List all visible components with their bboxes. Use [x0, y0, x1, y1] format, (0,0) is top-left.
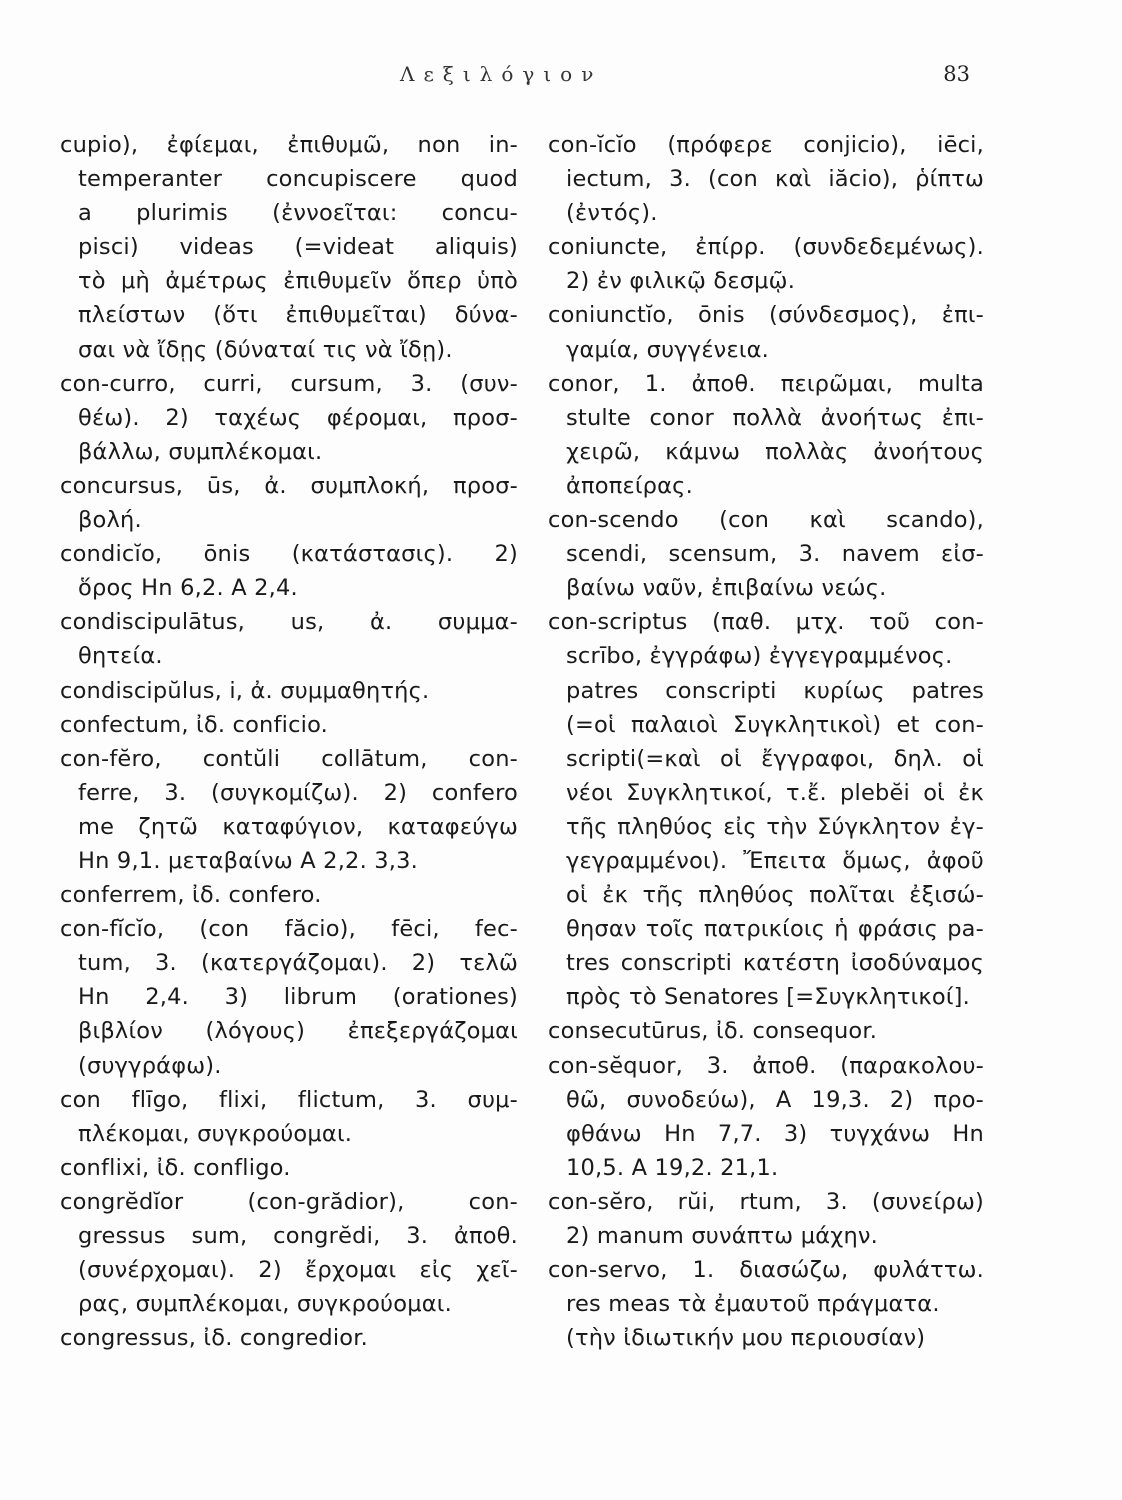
dictionary-line: patres conscripti κυρίως patres [566, 677, 984, 704]
dictionary-line: temperanter concupiscere quod [78, 166, 518, 193]
dictionary-line: a plurimis (ἐννοεῖται: concu- [78, 200, 518, 227]
dictionary-line: βολή. [78, 507, 142, 534]
dictionary-line: tres conscripti κατέστη ἰσοδύναμος [566, 950, 984, 977]
dictionary-line: (συνέρχομαι). 2) ἔρχομαι εἰς χεῖ- [78, 1257, 518, 1284]
dictionary-line: me ζητῶ καταφύγιον, καταφεύγω [78, 813, 518, 840]
right-column [548, 128, 984, 1355]
dictionary-line: (συγγράφω). [78, 1052, 222, 1079]
dictionary-line: χειρῶ, κάμνω πολλὰς ἀνοήτους [566, 438, 984, 465]
dictionary-line: (=οἱ παλαιοὶ Συγκλητικοὶ) et con- [566, 711, 984, 738]
dictionary-line: 10,5. A 19,2. 21,1. [566, 1154, 779, 1181]
dictionary-line: τὸ μὴ ἀμέτρως ἐπιθυμεῖν ὅπερ ὑπὸ [78, 268, 518, 295]
dictionary-line: con-scendo (con καὶ scando), [548, 507, 984, 534]
dictionary-line: confectum, ἰδ. conficio. [60, 711, 329, 738]
dictionary-line: πλείστων (ὅτι ἐπιθυμεῖται) δύνα- [78, 302, 518, 329]
dictionary-line: βαίνω ναῦν, ἐπιβαίνω νεώς. [566, 575, 887, 602]
dictionary-line: 2) ἐν φιλικῷ δεσμῷ. [566, 268, 796, 295]
dictionary-line: tum, 3. (κατεργάζομαι). 2) τελῶ [78, 950, 518, 977]
dictionary-line: con-fĕro, contŭli collātum, con- [60, 745, 518, 772]
dictionary-line: congressus, ἰδ. congredior. [60, 1325, 369, 1352]
dictionary-line: scendi, scensum, 3. navem εἰσ- [566, 541, 984, 568]
dictionary-line: τῆς πληθύος εἰς τὴν Σύγκλητον ἐγ- [566, 813, 984, 840]
dictionary-line: Hn 9,1. μεταβαίνω A 2,2. 3,3. [78, 847, 419, 874]
dictionary-line: ρας, συμπλέκομαι, συγκρούομαι. [78, 1291, 452, 1318]
dictionary-line: νέοι Συγκλητικοί, τ.ἔ. plebĕi οἱ ἐκ [566, 779, 984, 806]
dictionary-line: consecutūrus, ἰδ. consequor. [548, 1018, 878, 1045]
dictionary-line: concursus, ūs, ἀ. συμπλοκή, προσ- [60, 472, 518, 499]
dictionary-line: coniunctĭo, ōnis (σύνδεσμος), ἐπι- [548, 302, 984, 329]
dictionary-line: con-scriptus (παθ. μτχ. τοῦ con- [548, 609, 984, 636]
page-number: 83 [943, 62, 970, 86]
dictionary-line: θέω). 2) ταχέως φέρομαι, προσ- [78, 404, 518, 431]
dictionary-line: πλέκομαι, συγκρούομαι. [78, 1120, 353, 1147]
dictionary-line: iectum, 3. (con καὶ iăcio), ῥίπτω [566, 166, 984, 193]
dictionary-line: conflixi, ἰδ. confligo. [60, 1154, 291, 1181]
dictionary-line: con-curro, curri, cursum, 3. (συν- [60, 370, 518, 397]
dictionary-line: γαμία, συγγένεια. [566, 336, 770, 363]
dictionary-line: γεγραμμένοι). Ἔπειτα ὅμως, ἀφοῦ [566, 847, 984, 874]
dictionary-line: οἱ ἐκ τῆς πληθύος πολῖται ἐξισώ- [566, 882, 984, 909]
dictionary-line: con-ĭcĭo (πρόφερε conjicio), iēci, [548, 132, 984, 158]
dictionary-line: congrĕdĭor (con-grădior), con- [60, 1188, 518, 1215]
dictionary-line: condiscipŭlus, i, ἀ. συμμαθητής. [60, 677, 430, 704]
dictionary-line: ferre, 3. (συγκομίζω). 2) confero [78, 779, 518, 806]
running-header [0, 62, 1122, 92]
dictionary-line: θητεία. [78, 643, 163, 670]
dictionary-line: θησαν τοῖς πατρικίοις ἡ φράσις pa- [566, 916, 984, 943]
dictionary-line: 2) manum συνάπτω μάχην. [566, 1223, 879, 1249]
dictionary-line: con flīgo, flixi, flictum, 3. συμ- [60, 1086, 518, 1113]
dictionary-line: scripti(=καὶ οἱ ἔγγραφοι, δηλ. οἱ [566, 745, 984, 772]
dictionary-line: cupio), ἐφίεμαι, ἐπιθυμῶ, non in- [60, 132, 518, 158]
dictionary-line: condicĭo, ōnis (κατάστασις). 2) [60, 541, 518, 568]
dictionary-line: βιβλίον (λόγους) ἐπεξεργάζομαι [78, 1018, 518, 1045]
dictionary-line: ὅρος Hn 6,2. A 2,4. [78, 575, 298, 602]
dictionary-line: gressus sum, congrĕdi, 3. ἀποθ. [78, 1223, 518, 1249]
dictionary-line: φθάνω Hn 7,7. 3) τυγχάνω Hn [566, 1120, 984, 1147]
dictionary-line: pisci) videas (=videat aliquis) [78, 234, 518, 261]
dictionary-line: stulte conor πολλὰ ἀνοήτως ἐπι- [566, 404, 984, 431]
dictionary-line: con-sĕquor, 3. ἀποθ. (παρακολου- [548, 1052, 984, 1079]
dictionary-line: ἀποπείρας. [566, 472, 693, 499]
dictionary-line: con-fĭcĭo, (con făcio), fēci, fec- [60, 916, 518, 943]
dictionary-line: (ἐντός). [566, 200, 658, 227]
dictionary-line: scrībo, ἐγγράφω) ἐγγεγραμμένος. [566, 643, 953, 670]
dictionary-line: βάλλω, συμπλέκομαι. [78, 438, 323, 465]
dictionary-line: conferrem, ἰδ. confero. [60, 882, 322, 909]
dictionary-line: Hn 2,4. 3) librum (orationes) [78, 984, 518, 1011]
dictionary-line: coniuncte, ἐπίρρ. (συνδεδεμένως). [548, 234, 984, 261]
running-title: Λεξιλόγιον [400, 62, 603, 86]
dictionary-line: (τὴν ἰδιωτικήν μου περιουσίαν) [566, 1325, 926, 1352]
dictionary-line: σαι νὰ ἴδῃς (δύναταί τις νὰ ἴδῃ). [78, 336, 453, 363]
left-column [60, 128, 518, 1355]
dictionary-line: con-sĕro, rŭi, rtum, 3. (συνείρω) [548, 1188, 984, 1215]
dictionary-line: θῶ, συνοδεύω), A 19,3. 2) προ- [566, 1086, 984, 1113]
dictionary-line: res meas τὰ ἐμαυτοῦ πράγματα. [566, 1291, 940, 1318]
dictionary-line: condiscipulātus, us, ἀ. συμμα- [60, 609, 518, 636]
dictionary-line: πρὸς τὸ Senatores [=Συγκλητικοί]. [566, 984, 970, 1011]
dictionary-line: con-servo, 1. διασώζω, φυλάττω. [548, 1257, 984, 1284]
dictionary-line: conor, 1. ἀποθ. πειρῶμαι, multa [548, 370, 984, 397]
